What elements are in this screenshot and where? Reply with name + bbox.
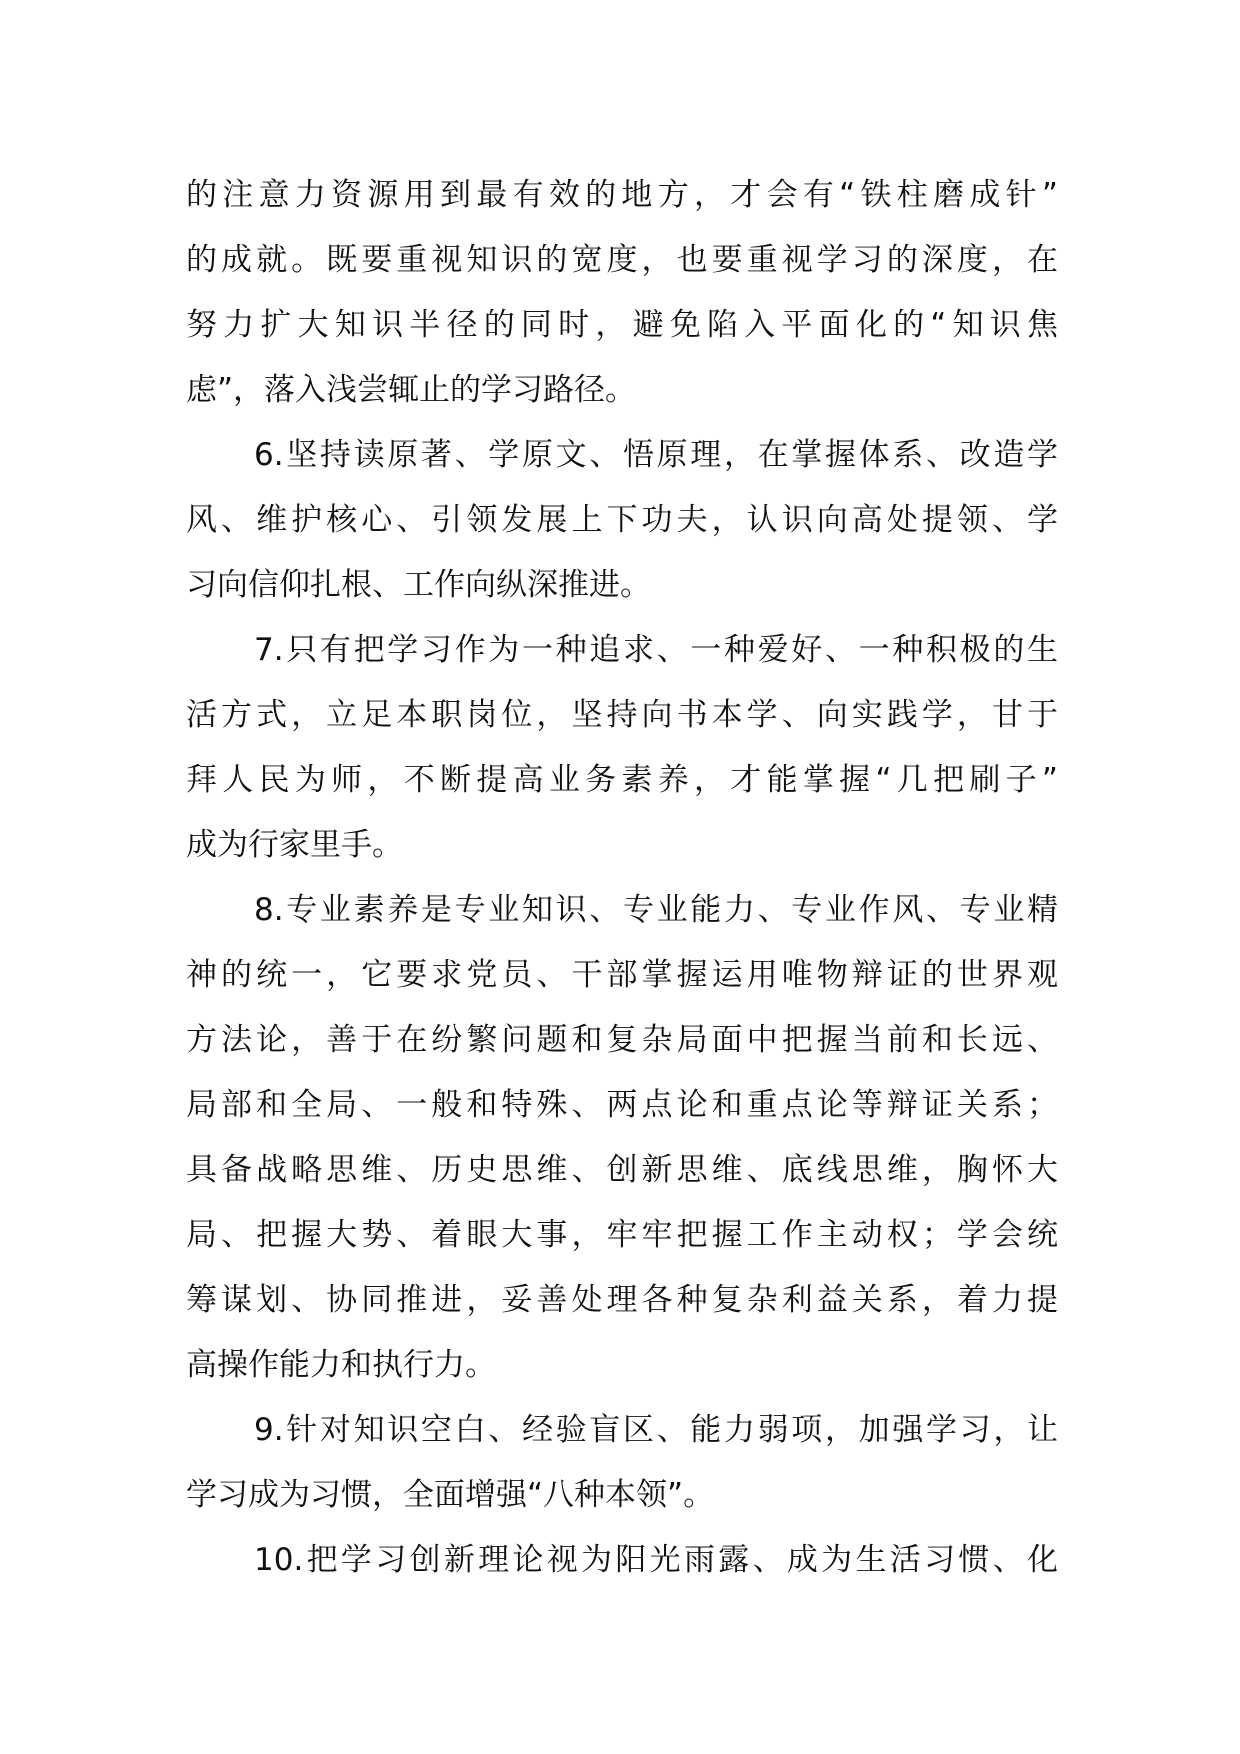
text-line: 学习成为习惯，全面增强“八种本领”。: [186, 1477, 715, 1513]
text-line: 筹谋划、协同推进，妥善处理各种复杂利益关系，着力提: [186, 1282, 1058, 1318]
document-body: [186, 163, 1058, 1593]
paragraph-item-7: [186, 618, 1058, 878]
text-line: 风、维护核心、引领发展上下功夫，认识向高处提领、学: [186, 502, 1058, 538]
text-line: 局部和全局、一般和特殊、两点论和重点论等辩证关系；: [186, 1087, 1058, 1123]
text-line: 具备战略思维、历史思维、创新思维、底线思维，胸怀大: [186, 1152, 1058, 1188]
text-line: 9.针对知识空白、经验盲区、能力弱项，加强学习，让: [254, 1412, 1058, 1448]
text-line: 拜人民为师，不断提高业务素养，才能掌握“几把刷子”: [186, 762, 1058, 798]
text-line: 成为行家里手。: [186, 827, 403, 863]
text-line: 高操作能力和执行力。: [186, 1347, 496, 1383]
text-line: 虑”，落入浅尝辄止的学习路径。: [186, 372, 637, 408]
text-line: 神的统一，它要求党员、干部掌握运用唯物辩证的世界观: [186, 957, 1058, 993]
paragraph-item-10: [186, 1528, 1058, 1593]
paragraph-item-6: [186, 423, 1058, 618]
text-line: 6.坚持读原著、学原文、悟原理，在掌握体系、改造学: [254, 437, 1058, 473]
text-line: 局、把握大势、着眼大事，牢牢把握工作主动权；学会统: [186, 1217, 1058, 1253]
text-line: 10.把学习创新理论视为阳光雨露、成为生活习惯、化: [254, 1542, 1058, 1578]
text-line: 的注意力资源用到最有效的地方，才会有“铁柱磨成针”: [186, 177, 1058, 213]
text-line: 努力扩大知识半径的同时，避免陷入平面化的“知识焦: [186, 307, 1058, 343]
text-line: 的成就。既要重视知识的宽度，也要重视学习的深度，在: [186, 242, 1058, 278]
text-line: 7.只有把学习作为一种追求、一种爱好、一种积极的生: [254, 632, 1058, 668]
paragraph-continuation: [186, 163, 1058, 423]
paragraph-item-9: [186, 1398, 1058, 1528]
text-line: 方法论，善于在纷繁问题和复杂局面中把握当前和长远、: [186, 1022, 1058, 1058]
paragraph-item-8: [186, 878, 1058, 1398]
text-line: 活方式，立足本职岗位，坚持向书本学、向实践学，甘于: [186, 697, 1058, 733]
text-line: 习向信仰扎根、工作向纵深推进。: [186, 567, 651, 603]
text-line: 8.专业素养是专业知识、专业能力、专业作风、专业精: [254, 892, 1058, 928]
